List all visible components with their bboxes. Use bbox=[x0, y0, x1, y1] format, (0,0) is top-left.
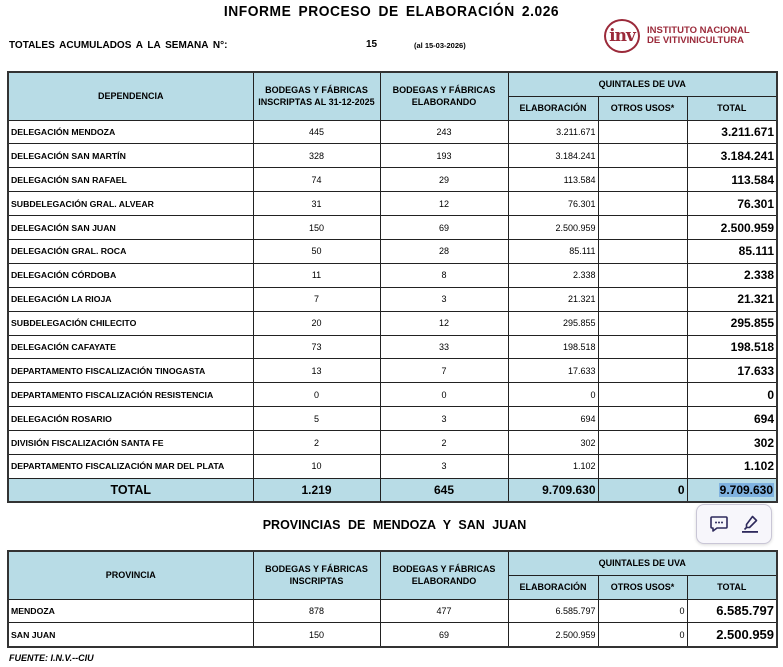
cell-inscriptas[interactable]: 5 bbox=[253, 407, 380, 431]
week-number: 15 bbox=[366, 39, 378, 50]
table-row bbox=[8, 454, 777, 478]
selected-text[interactable]: 9.709.630 bbox=[719, 483, 774, 498]
col-header-otros-usos: OTROS USOS* bbox=[598, 575, 687, 599]
cell-inscriptas[interactable]: 31 bbox=[253, 192, 380, 216]
cell-inscriptas[interactable]: 20 bbox=[253, 311, 380, 335]
row-label[interactable]: DIVISIÓN FISCALIZACIÓN SANTA FE bbox=[8, 431, 253, 455]
cell-elaborando[interactable]: 29 bbox=[380, 168, 508, 192]
cell-otros-usos[interactable] bbox=[598, 383, 687, 407]
cell-inscriptas[interactable]: 10 bbox=[253, 454, 380, 478]
col-header-total: TOTAL bbox=[687, 96, 777, 120]
cell-elaborando[interactable]: 0 bbox=[380, 383, 508, 407]
total-otros-usos[interactable]: 0 bbox=[598, 478, 687, 502]
cell-elaboracion[interactable]: 0 bbox=[508, 383, 598, 407]
cell-total[interactable]: 198.518 bbox=[687, 335, 777, 359]
cell-elaboracion[interactable]: 3.211.671 bbox=[508, 120, 598, 144]
total-elaborando[interactable]: 645 bbox=[380, 478, 508, 502]
col-header-elaboracion: ELABORACIÓN bbox=[508, 96, 598, 120]
cell-elaboracion[interactable]: 76.301 bbox=[508, 192, 598, 216]
cell-otros-usos[interactable]: 0 bbox=[598, 599, 687, 623]
table-row bbox=[8, 599, 777, 623]
total-label: TOTAL bbox=[8, 478, 253, 502]
cell-elaboracion[interactable]: 694 bbox=[508, 407, 598, 431]
col-group-quintales: QUINTALES DE UVA bbox=[508, 551, 777, 575]
row-label[interactable]: DELEGACIÓN SAN RAFAEL bbox=[8, 168, 253, 192]
table-row bbox=[8, 287, 777, 311]
cell-elaborando[interactable]: 12 bbox=[380, 192, 508, 216]
cell-elaborando[interactable]: 2 bbox=[380, 431, 508, 455]
cell-elaboracion[interactable]: 302 bbox=[508, 431, 598, 455]
cell-otros-usos[interactable] bbox=[598, 144, 687, 168]
col-header-elaborando: BODEGAS Y FÁBRICAS ELABORANDO bbox=[380, 551, 508, 599]
row-label[interactable]: DELEGACIÓN CÓRDOBA bbox=[8, 263, 253, 287]
total-inscriptas[interactable]: 1.219 bbox=[253, 478, 380, 502]
totales-label: TOTALES ACUMULADOS A LA SEMANA N°: bbox=[9, 40, 228, 51]
report-title: INFORME PROCESO DE ELABORACIÓN 2.026 bbox=[223, 3, 560, 20]
cell-inscriptas[interactable]: 13 bbox=[253, 359, 380, 383]
cell-total[interactable]: 2.338 bbox=[687, 263, 777, 287]
cell-total[interactable]: 21.321 bbox=[687, 287, 777, 311]
cell-total[interactable]: 1.102 bbox=[687, 454, 777, 478]
col-header-provincia: PROVINCIA bbox=[8, 551, 253, 599]
cell-total[interactable]: 85.111 bbox=[687, 239, 777, 263]
row-label[interactable]: DELEGACIÓN SAN MARTÍN bbox=[8, 144, 253, 168]
col-header-dependencia: DEPENDENCIA bbox=[8, 72, 253, 120]
logo-line-1: INSTITUTO NACIONAL bbox=[647, 25, 750, 36]
col-header-elaboracion: ELABORACIÓN bbox=[508, 575, 598, 599]
cell-elaboracion[interactable]: 21.321 bbox=[508, 287, 598, 311]
section-subtitle: PROVINCIAS DE MENDOZA Y SAN JUAN bbox=[262, 518, 527, 532]
cell-elaborando[interactable]: 243 bbox=[380, 120, 508, 144]
cell-inscriptas[interactable]: 150 bbox=[253, 623, 380, 647]
cell-elaboracion[interactable]: 17.633 bbox=[508, 359, 598, 383]
total-elaboracion[interactable]: 9.709.630 bbox=[508, 478, 598, 502]
cell-otros-usos[interactable] bbox=[598, 168, 687, 192]
cell-inscriptas[interactable]: 74 bbox=[253, 168, 380, 192]
cell-otros-usos[interactable] bbox=[598, 192, 687, 216]
cell-elaborando[interactable]: 69 bbox=[380, 623, 508, 647]
cell-inscriptas[interactable]: 150 bbox=[253, 216, 380, 240]
cell-otros-usos[interactable]: 0 bbox=[598, 623, 687, 647]
row-label[interactable]: DELEGACIÓN CAFAYATE bbox=[8, 335, 253, 359]
cell-total[interactable]: 3.211.671 bbox=[687, 120, 777, 144]
cell-elaboracion[interactable]: 2.338 bbox=[508, 263, 598, 287]
cell-otros-usos[interactable] bbox=[598, 287, 687, 311]
row-label[interactable]: DEPARTAMENTO FISCALIZACIÓN TINOGASTA bbox=[8, 359, 253, 383]
cell-elaboracion[interactable]: 3.184.241 bbox=[508, 144, 598, 168]
table-row bbox=[8, 144, 777, 168]
cell-elaboracion[interactable]: 113.584 bbox=[508, 168, 598, 192]
cell-otros-usos[interactable] bbox=[598, 335, 687, 359]
cell-elaborando[interactable]: 28 bbox=[380, 239, 508, 263]
cell-elaborando[interactable]: 69 bbox=[380, 216, 508, 240]
cell-elaborando[interactable]: 33 bbox=[380, 335, 508, 359]
cell-total[interactable]: 0 bbox=[687, 383, 777, 407]
col-header-inscriptas: BODEGAS Y FÁBRICAS INSCRIPTAS bbox=[253, 551, 380, 599]
col-group-quintales: QUINTALES DE UVA bbox=[508, 72, 777, 96]
cell-otros-usos[interactable] bbox=[598, 263, 687, 287]
cell-elaborando[interactable]: 3 bbox=[380, 287, 508, 311]
cell-elaboracion[interactable]: 85.111 bbox=[508, 239, 598, 263]
table-row bbox=[8, 192, 777, 216]
row-label[interactable]: SUBDELEGACIÓN CHILECITO bbox=[8, 311, 253, 335]
cell-inscriptas[interactable]: 445 bbox=[253, 120, 380, 144]
cell-otros-usos[interactable] bbox=[598, 311, 687, 335]
week-date: (al 15-03-2026) bbox=[414, 41, 466, 50]
cell-elaboracion[interactable]: 1.102 bbox=[508, 454, 598, 478]
table-row bbox=[8, 359, 777, 383]
dependencias-table bbox=[7, 71, 778, 503]
table-row bbox=[8, 263, 777, 287]
cell-total[interactable]: 295.855 bbox=[687, 311, 777, 335]
cell-total[interactable]: 2.500.959 bbox=[687, 216, 777, 240]
cell-inscriptas[interactable]: 2 bbox=[253, 431, 380, 455]
row-label[interactable]: DEPARTAMENTO FISCALIZACIÓN MAR DEL PLATA bbox=[8, 454, 253, 478]
cell-inscriptas[interactable]: 328 bbox=[253, 144, 380, 168]
cell-elaborando[interactable]: 477 bbox=[380, 599, 508, 623]
table-row bbox=[8, 168, 777, 192]
cell-otros-usos[interactable] bbox=[598, 239, 687, 263]
cell-inscriptas[interactable]: 878 bbox=[253, 599, 380, 623]
cell-elaborando[interactable]: 12 bbox=[380, 311, 508, 335]
cell-otros-usos[interactable] bbox=[598, 216, 687, 240]
table-row bbox=[8, 216, 777, 240]
cell-elaborando[interactable]: 193 bbox=[380, 144, 508, 168]
table-row bbox=[8, 335, 777, 359]
total-total-cell[interactable] bbox=[687, 478, 777, 502]
row-label[interactable]: SAN JUAN bbox=[8, 623, 253, 647]
logo-line-2: DE VITIVINICULTURA bbox=[647, 35, 744, 46]
table-row bbox=[8, 431, 777, 455]
table-row bbox=[8, 623, 777, 647]
cell-elaborando[interactable]: 3 bbox=[380, 407, 508, 431]
provincias-table bbox=[7, 550, 778, 648]
col-header-elaborando: BODEGAS Y FÁBRICAS ELABORANDO bbox=[380, 72, 508, 120]
col-header-otros-usos: OTROS USOS* bbox=[598, 96, 687, 120]
table-row bbox=[8, 311, 777, 335]
cell-otros-usos[interactable] bbox=[598, 407, 687, 431]
cell-elaboracion[interactable]: 295.855 bbox=[508, 311, 598, 335]
table-row bbox=[8, 239, 777, 263]
col-header-total: TOTAL bbox=[687, 575, 777, 599]
table-row bbox=[8, 383, 777, 407]
cell-otros-usos[interactable] bbox=[598, 120, 687, 144]
row-label[interactable]: DELEGACIÓN MENDOZA bbox=[8, 120, 253, 144]
row-label[interactable]: MENDOZA bbox=[8, 599, 253, 623]
row-label[interactable]: DELEGACIÓN GRAL. ROCA bbox=[8, 239, 253, 263]
cell-inscriptas[interactable]: 50 bbox=[253, 239, 380, 263]
cell-inscriptas[interactable]: 7 bbox=[253, 287, 380, 311]
cell-total[interactable]: 113.584 bbox=[687, 168, 777, 192]
cell-elaboracion[interactable]: 2.500.959 bbox=[508, 216, 598, 240]
cell-total[interactable]: 17.633 bbox=[687, 359, 777, 383]
table-row bbox=[8, 120, 777, 144]
cell-otros-usos[interactable] bbox=[598, 431, 687, 455]
cell-elaborando[interactable]: 8 bbox=[380, 263, 508, 287]
row-label[interactable]: SUBDELEGACIÓN GRAL. ALVEAR bbox=[8, 192, 253, 216]
cell-elaboracion[interactable]: 198.518 bbox=[508, 335, 598, 359]
cell-total[interactable]: 694 bbox=[687, 407, 777, 431]
inv-logo bbox=[604, 19, 774, 53]
cell-elaboracion[interactable]: 6.585.797 bbox=[508, 599, 598, 623]
cell-total[interactable]: 3.184.241 bbox=[687, 144, 777, 168]
cell-total[interactable]: 76.301 bbox=[687, 192, 777, 216]
total-row bbox=[8, 478, 777, 502]
cell-elaborando[interactable]: 3 bbox=[380, 454, 508, 478]
row-label[interactable]: DEPARTAMENTO FISCALIZACIÓN RESISTENCIA bbox=[8, 383, 253, 407]
inv-logo-icon: inv bbox=[604, 19, 640, 53]
cell-inscriptas[interactable]: 73 bbox=[253, 335, 380, 359]
cell-otros-usos[interactable] bbox=[598, 454, 687, 478]
cell-elaboracion[interactable]: 2.500.959 bbox=[508, 623, 598, 647]
cell-total[interactable]: 6.585.797 bbox=[687, 599, 777, 623]
col-header-inscriptas: BODEGAS Y FÁBRICAS INSCRIPTAS AL 31-12-2025 bbox=[253, 72, 380, 120]
cell-inscriptas[interactable]: 11 bbox=[253, 263, 380, 287]
cell-elaborando[interactable]: 7 bbox=[380, 359, 508, 383]
inv-logo-text bbox=[647, 26, 750, 46]
row-label[interactable]: DELEGACIÓN LA RIOJA bbox=[8, 287, 253, 311]
cell-total[interactable]: 2.500.959 bbox=[687, 623, 777, 647]
row-label[interactable]: DELEGACIÓN ROSARIO bbox=[8, 407, 253, 431]
cell-total[interactable]: 302 bbox=[687, 431, 777, 455]
cell-otros-usos[interactable] bbox=[598, 359, 687, 383]
row-label[interactable]: DELEGACIÓN SAN JUAN bbox=[8, 216, 253, 240]
cell-inscriptas[interactable]: 0 bbox=[253, 383, 380, 407]
source-note: FUENTE: I.N.V.--CIU bbox=[9, 653, 94, 663]
table-row bbox=[8, 407, 777, 431]
